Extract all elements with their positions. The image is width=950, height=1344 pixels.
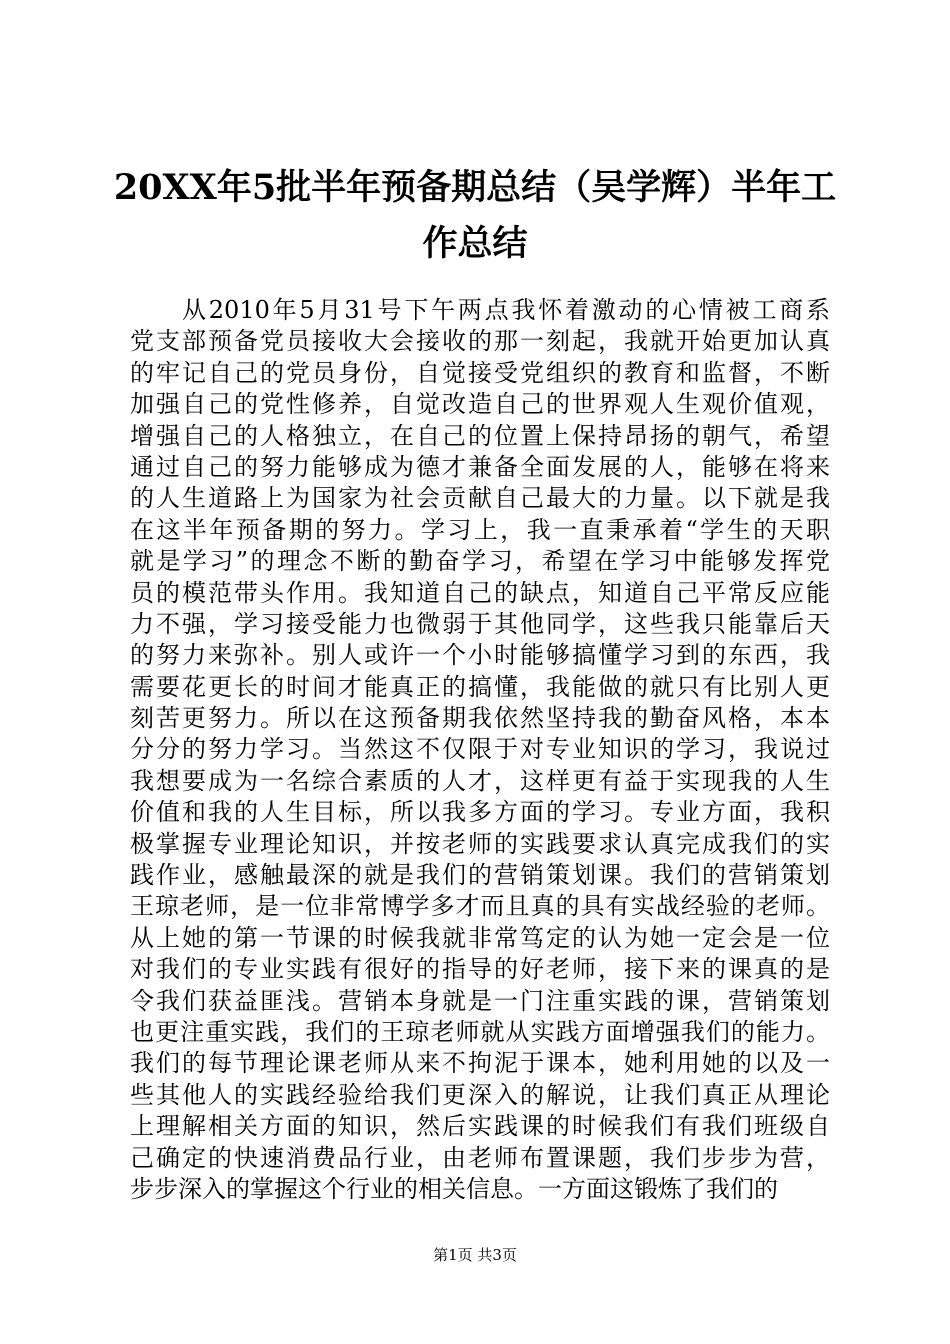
body-line: 王琼老师，是一位非常博学多才而且真的具有实战经验的老师。 [130, 892, 830, 921]
body-line: 上理解相关方面的知识，然后实践课的时候我们有我们班级自 [130, 1112, 830, 1141]
page-footer: 第1页 共3页 [433, 1246, 517, 1264]
body-line: 我们的每节理论课老师从来不拘泥于课本，她利用她的以及一 [130, 1049, 830, 1078]
body-line: 增强自己的人格独立，在自己的位置上保持昂扬的朝气，希望 [130, 421, 830, 450]
body-line: 也更注重实践，我们的王琼老师就从实践方面增强我们的能力。 [130, 1017, 830, 1046]
body-line: 极掌握专业理论知识，并按老师的实践要求认真完成我们的实 [130, 829, 830, 858]
body-line: 的努力来弥补。别人或许一个小时能够搞懂学习到的东西，我 [130, 641, 830, 670]
body-line: 从2010年5月31号下午两点我怀着激动的心情被工商系 [182, 296, 830, 324]
body-line: 从上她的第一节课的时候我就非常笃定的认为她一定会是一位 [130, 923, 830, 952]
body-line: 通过自己的努力能够成为德才兼备全面发展的人，能够在将来 [130, 452, 830, 481]
body-line: 员的模范带头作用。我知道自己的缺点，知道自己平常反应能 [130, 578, 830, 607]
body-line: 加强自己的党性修养，自觉改造自己的世界观人生观价值观， [130, 390, 830, 419]
body-line: 些其他人的实践经验给我们更深入的解说，让我们真正从理论 [130, 1080, 830, 1109]
body-line: 令我们获益匪浅。营销本身就是一门注重实践的课，营销策划 [130, 986, 830, 1015]
document-title [110, 160, 840, 272]
body-line: 步步深入的掌握这个行业的相关信息。一方面这锻炼了我们的 [130, 1174, 778, 1203]
body-line: 刻苦更努力。所以在这预备期我依然坚持我的勤奋风格，本本 [130, 704, 830, 733]
body-line: 价值和我的人生目标，所以我多方面的学习。专业方面，我积 [130, 798, 830, 827]
title-line-1: 20XX年5批半年预备期总结（吴学辉）半年工 [113, 167, 837, 208]
document-body [130, 295, 830, 1205]
body-line: 党支部预备党员接收大会接收的那一刻起，我就开始更加认真 [130, 327, 830, 356]
body-line: 践作业，感触最深的就是我们的营销策划课。我们的营销策划 [130, 861, 830, 890]
body-line: 需要花更长的时间才能真正的搞懂，我能做的就只有比别人更 [130, 672, 830, 701]
body-line: 力不强，学习接受能力也微弱于其他同学，这些我只能靠后天 [130, 609, 830, 638]
title-line-2: 作总结 [422, 223, 528, 264]
body-line: 的牢记自己的党员身份，自觉接受党组织的教育和监督，不断 [130, 358, 830, 387]
body-line: 我想要成为一名综合素质的人才，这样更有益于实现我的人生 [130, 766, 830, 795]
body-line: 的人生道路上为国家为社会贡献自己最大的力量。以下就是我 [130, 484, 830, 513]
body-line: 对我们的专业实践有很好的指导的好老师，接下来的课真的是 [130, 955, 830, 984]
body-line: 就是学习”的理念不断的勤奋学习，希望在学习中能够发挥党 [130, 547, 830, 576]
body-line: 己确定的快速消费品行业，由老师布置课题，我们步步为营， [130, 1143, 830, 1172]
body-line: 在这半年预备期的努力。学习上，我一直秉承着“学生的天职 [130, 515, 830, 544]
body-line: 分分的努力学习。当然这不仅限于对专业知识的学习，我说过 [130, 735, 830, 764]
